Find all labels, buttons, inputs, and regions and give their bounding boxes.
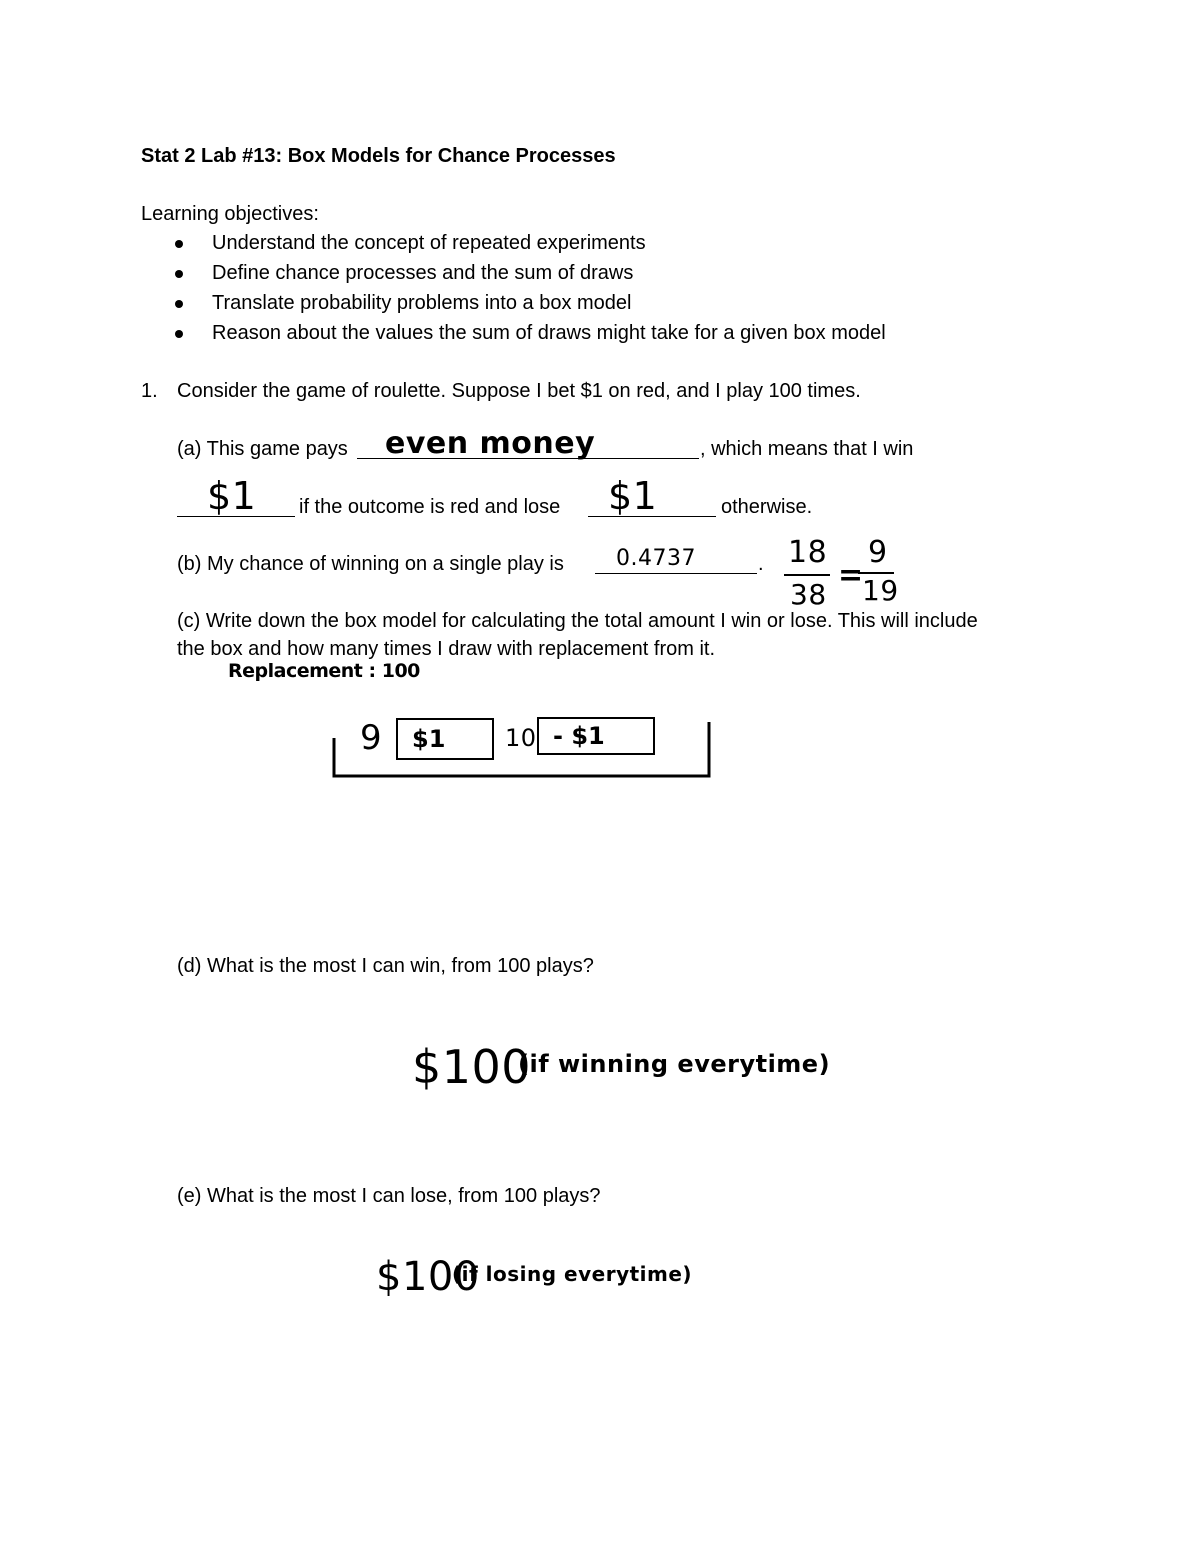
list-item: Understand the concept of repeated experiments bbox=[141, 231, 1041, 261]
count-win-tickets: 9 bbox=[360, 718, 383, 758]
list-item: Define chance processes and the sum of draws bbox=[141, 261, 1041, 291]
handwritten-note-most-win: (if winning everytime) bbox=[518, 1050, 831, 1078]
bullet-icon bbox=[175, 330, 183, 338]
part-a-middle: , which means that I win bbox=[700, 438, 914, 460]
bullet-icon bbox=[175, 270, 183, 278]
ticket-lose: - $1 bbox=[537, 717, 655, 755]
part-a-prefix: (a) This game pays bbox=[177, 438, 348, 460]
list-item: Translate probability problems into a box model bbox=[141, 291, 1041, 321]
bullet-icon bbox=[175, 300, 183, 308]
part-b-prefix: (b) My chance of winning on a single play is bbox=[177, 553, 564, 575]
page-title: Stat 2 Lab #13: Box Models for Chance Processes bbox=[141, 145, 616, 167]
part-a-suffix: otherwise. bbox=[721, 496, 813, 518]
fraction-1-denominator: 38 bbox=[790, 578, 827, 611]
bullet-icon bbox=[175, 240, 183, 248]
part-c-line2: the box and how many times I draw with replacement from it. bbox=[177, 638, 716, 660]
fraction-1-numerator: 18 bbox=[788, 535, 828, 570]
fraction-2-denominator: 19 bbox=[862, 574, 899, 607]
question-number: 1. bbox=[141, 380, 158, 402]
count-lose-tickets: 10 bbox=[505, 724, 537, 752]
handwritten-note-most-lose: (if losing everytime) bbox=[452, 1262, 693, 1286]
objectives-list bbox=[141, 231, 1041, 351]
handwritten-answer-chance: 0.4737 bbox=[616, 546, 696, 571]
list-item: Reason about the values the sum of draws might take for a given box model bbox=[141, 321, 1041, 351]
fraction-2-numerator: 9 bbox=[868, 535, 888, 570]
part-c-line1: (c) Write down the box model for calculating the total amount I win or lose. This will include bbox=[177, 610, 978, 632]
answer-blank-chance bbox=[595, 573, 757, 574]
part-e-question: (e) What is the most I can lose, from 100 plays? bbox=[177, 1185, 601, 1207]
handwritten-answer-lose: $1 bbox=[608, 474, 658, 518]
part-b-suffix: . bbox=[758, 553, 764, 575]
part-d-question: (d) What is the most I can win, from 100 plays? bbox=[177, 955, 594, 977]
handwritten-answer-win: $1 bbox=[207, 474, 257, 518]
question-text: Consider the game of roulette. Suppose I bet $1 on red, and I play 100 times. bbox=[177, 380, 861, 402]
handwritten-answer-most-lose: $100 bbox=[376, 1254, 480, 1300]
objectives-heading: Learning objectives: bbox=[141, 203, 319, 225]
fraction-1-bar bbox=[784, 574, 830, 576]
handwritten-replacement-note: Replacement : 100 bbox=[228, 660, 420, 682]
equals-sign: = bbox=[838, 558, 864, 593]
ticket-win: $1 bbox=[396, 718, 494, 760]
handwritten-answer-most-win: $100 bbox=[412, 1040, 532, 1094]
handwritten-answer-pays: even money bbox=[385, 426, 596, 461]
part-a-middle2: if the outcome is red and lose bbox=[299, 496, 561, 518]
